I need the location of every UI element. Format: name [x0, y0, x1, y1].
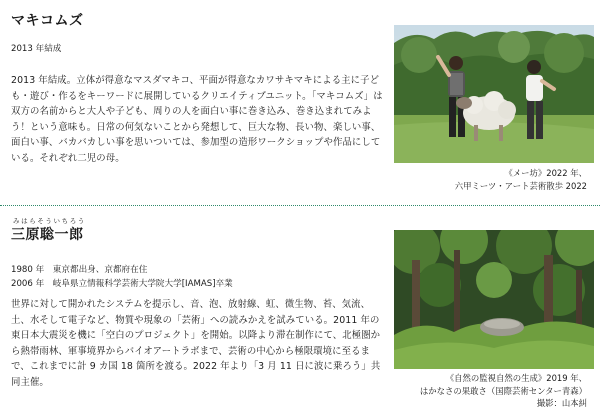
- artist-description: 2013 年結成。立体が得意なマスダマキコ、平面が得意なカワサキマキによる主に子ども・遊び・作るをキーワードに展開しているクリエイティブユニット。「マキコムズ」は双方の名前からと大人や子ども、周りの人を面白い事に巻き込み、巻き込まれてみよう！という意味も。日常の何気ないことから発想して、巨大な物、長い物、楽しい事、面白い事、バカバカしい事を思いついては、参加型の造形ワークショップや作品にしている。それぞれ二児の母。: [11, 75, 383, 164]
- artwork-caption: [455, 167, 587, 192]
- formation-year: 2013 年結成: [11, 44, 62, 54]
- artist-bio: [11, 263, 233, 291]
- caption-line: 《自然の監視自然の生成》2019 年、: [445, 373, 587, 383]
- artwork-photo-forest: [394, 230, 594, 369]
- artist-description: 世界に対して開かれたシステムを提示し、音、泡、放射線、虹、微生物、苔、気流、土、水そして電子など、物質や現象の「芸術」への読みかえを試みている。2011 年の東日本大震災を機に「空白のプロジェクト」を開始。以降より滞在制作にて、北極圏から熱帯雨林、軍事境界からバイオアートラボまで、芸術の中心から極限環境に至るまで、これまでに計 9 カ国 18 箇所を渡る。2022 年より「3 月 11 日に波に乗ろう」共同主催。: [11, 299, 381, 388]
- artist-name: マキコムズ: [11, 13, 84, 29]
- caption-line: 撮影：山本糾: [536, 398, 587, 408]
- caption-line: はかなさの果敢さ（国際芸術センター青森）: [419, 385, 587, 396]
- artwork-photo-sheep: [394, 25, 594, 163]
- section-divider: [0, 205, 600, 206]
- artwork-caption: [420, 372, 587, 410]
- caption-line: 六甲ミーツ・アート芸術散歩 2022: [454, 180, 587, 191]
- bio-line: 2006 年 岐阜県立情報科学芸術大学院大学[IAMAS]卒業: [11, 279, 233, 289]
- bio-line: 1980 年 東京都出身、京都府在住: [11, 265, 148, 275]
- caption-line: 《メー坊》2022 年、: [504, 168, 587, 178]
- name-furigana: みはらそういちろう: [13, 217, 86, 225]
- artist-section-mihara: [0, 208, 600, 416]
- artist-name: 三原聡一郎: [11, 227, 84, 243]
- artist-section-makicomes: [0, 0, 600, 205]
